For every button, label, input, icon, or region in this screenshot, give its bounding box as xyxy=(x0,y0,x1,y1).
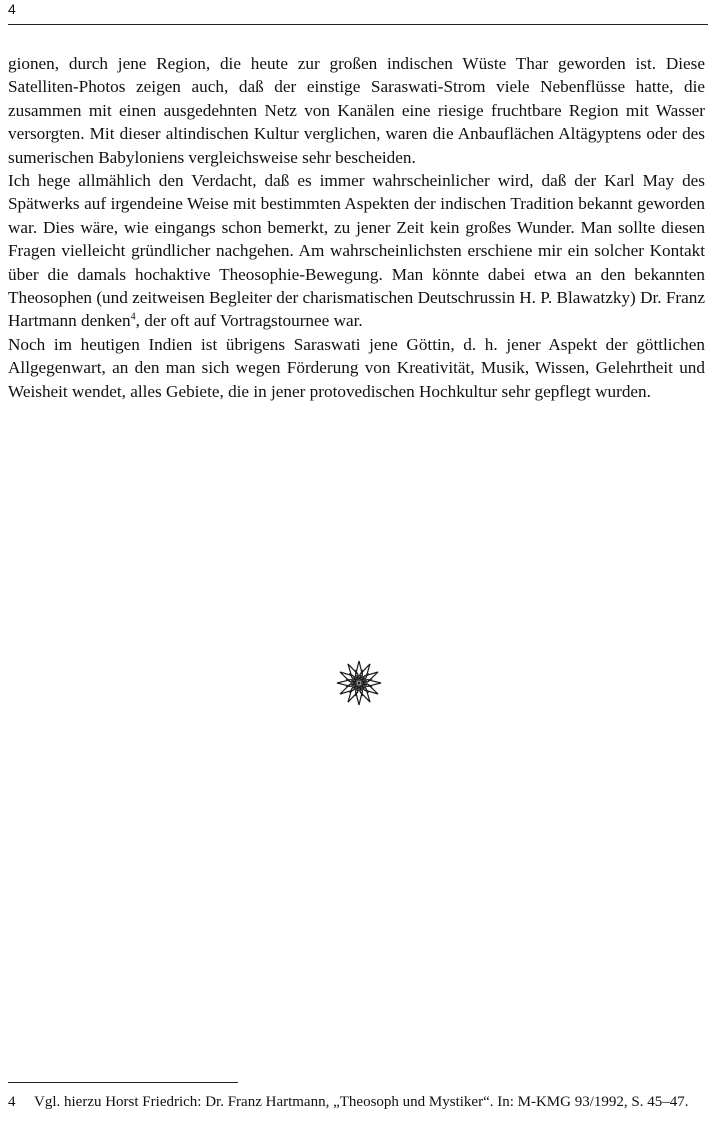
paragraph-2-text-before: Ich hege allmählich den Verdacht, daß es immer wahrscheinlicher wird, daß der Karl May des Spätwerks auf irgendeine Weise mit bestimmten Aspekten der indischen Tradition bekannt geworden war. Dies wäre, wie eingangs schon bemerkt, zu jener Zeit kein großes Wunder. Man sollte diesen Fragen vielleicht gründlicher nachgehen. Am wahrscheinlichsten erschiene mir ein solcher Kontakt über die damals hochaktive Theosophie-Bewegung. Man könnte dabei etwa an den bekannten Theosophen (und zeitweisen Begleiter der charismatischen Deutschrussin H. P. Blawatzky) Dr. Franz Hartmann denken xyxy=(8,171,705,331)
footnote-number: 4 xyxy=(8,1094,16,1110)
header-rule xyxy=(8,24,708,25)
page-number: 4 xyxy=(8,1,16,17)
paragraph-1: gionen, durch jene Region, die heute zur großen indischen Wüste Thar geworden ist. Diese Satelliten-Photos zeigen auch, daß der einstige Saraswati-Strom viele Nebenflüsse hatte, die zusammen mit einen ausgedehnten Netz von Kanälen eine riesige fruchtbare Region mit Wasser versorgten. Mit dieser altindischen Kultur verglichen, waren die Anbauflächen Altägyptens oder des sumerischen Babyloniens vergleichsweise sehr bescheiden. xyxy=(8,54,705,167)
footnote-rule xyxy=(8,1082,238,1083)
footnote-text: Vgl. hierzu Horst Friedrich: Dr. Franz Hartmann, „Theosoph und Mystiker“. In: M-KMG 93/1992, S. 45–47. xyxy=(34,1094,689,1110)
paragraph-2-text-after: , der oft auf Vortragstournee war. xyxy=(135,311,363,331)
body-text xyxy=(8,52,705,403)
paragraph-2 xyxy=(8,169,705,333)
footnote-reference: 4 xyxy=(130,311,136,323)
paragraph-3: Noch im heutigen Indien ist übrigens Saraswati jene Göttin, d. h. jener Aspekt der göttlichen Allgegenwart, an den man sich wegen Förderung von Kreativität, Musik, Wissen, Gelehrtheit und Weisheit wendet, alles Gebiete, die in jener protovedischen Hochkultur sehr gepflegt wurden. xyxy=(8,334,705,401)
footnote xyxy=(8,1092,705,1112)
star-flower-ornament-icon xyxy=(336,660,382,706)
